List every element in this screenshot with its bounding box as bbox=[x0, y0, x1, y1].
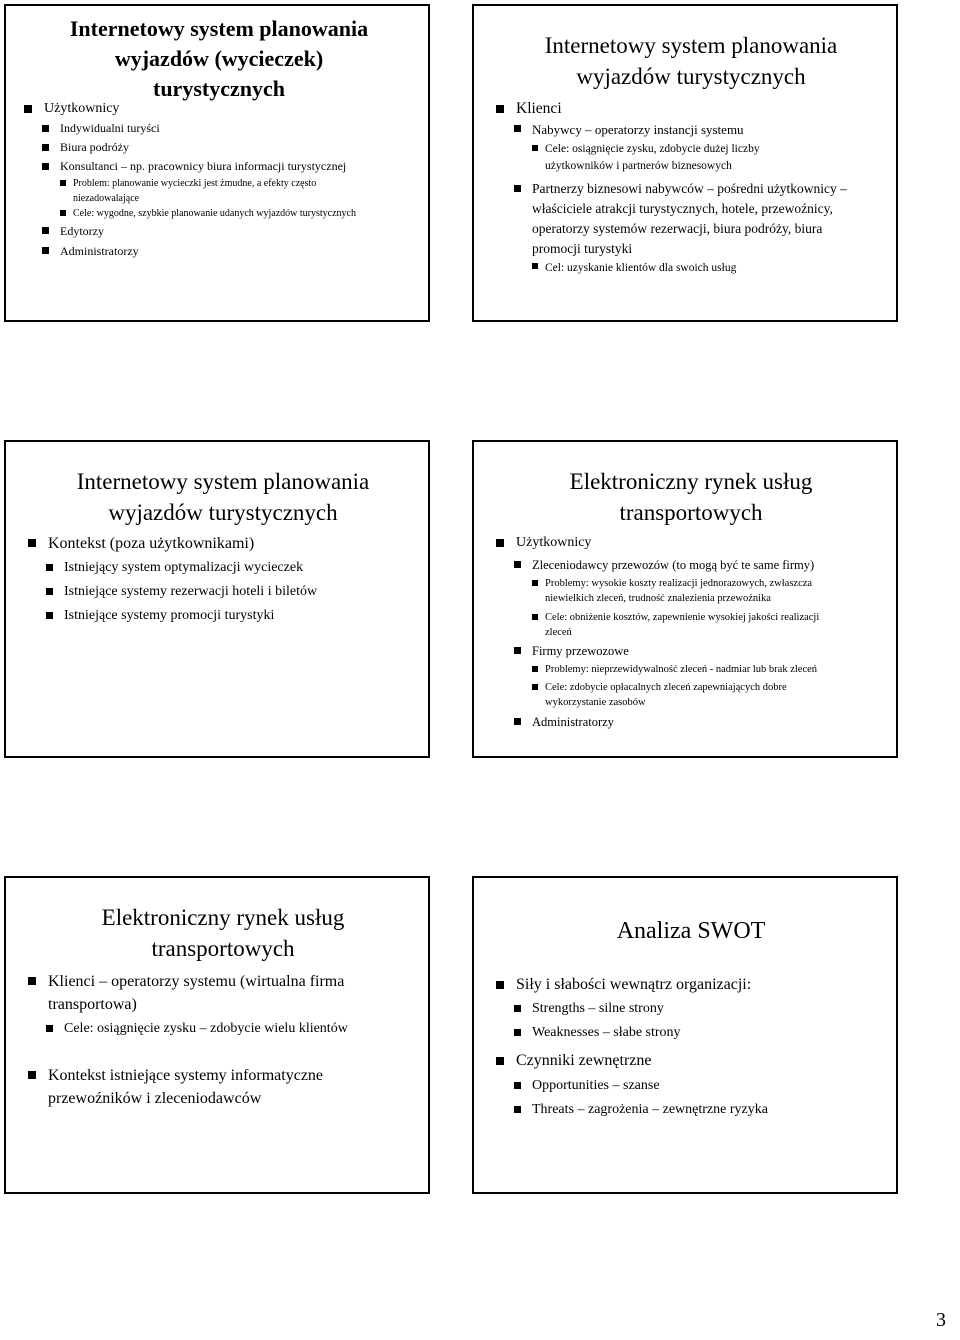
bullet-icon bbox=[514, 1029, 521, 1036]
slide-1 bbox=[4, 4, 430, 322]
list-item: Konsultanci – np. pracownicy biura informacji turystycznej bbox=[42, 157, 418, 176]
list-item: Istniejący system optymalizacji wycieczek bbox=[46, 556, 418, 580]
list-item: Klienci bbox=[496, 98, 886, 119]
bullet-icon bbox=[46, 588, 53, 595]
list-item: Cele: wygodne, szybkie planowanie udanych wyjazdów turystycznych bbox=[60, 206, 418, 221]
list-item: Cele: obniżenie kosztów, zapewnienie wysokiej jakości realizacji zleceń bbox=[532, 610, 846, 640]
bullet-icon bbox=[24, 105, 32, 113]
bullet-icon bbox=[514, 647, 521, 654]
list-item: Threats – zagrożenia – zewnętrzne ryzyka bbox=[514, 1098, 886, 1122]
bullet-icon bbox=[42, 227, 49, 234]
list-item: Użytkownicy bbox=[24, 98, 418, 119]
bullet-icon bbox=[532, 684, 538, 690]
bullet-icon bbox=[42, 125, 49, 132]
slide-body bbox=[496, 96, 886, 278]
bullet-icon bbox=[532, 666, 538, 672]
slide-body bbox=[24, 96, 418, 261]
bullet-icon bbox=[42, 144, 49, 151]
slide-title: Internetowy system planowania wyjazdów turystycznych bbox=[76, 469, 370, 525]
slide-title: Internetowy system planowania wyjazdów (wycieczek) turystycznych bbox=[69, 16, 369, 101]
slide-body bbox=[28, 530, 418, 628]
list-item: Firmy przewozowe bbox=[514, 640, 886, 662]
bullet-icon bbox=[28, 539, 36, 547]
slide-title: Analiza SWOT bbox=[616, 918, 766, 944]
list-item: Problemy: nieprzewidywalność zleceń - nadmiar lub brak zleceń bbox=[532, 662, 886, 677]
list-item: Cele: zdobycie opłacalnych zleceń zapewniających dobre wykorzystanie zasobów bbox=[532, 680, 826, 710]
list-item: Cel: uzyskanie klientów dla swoich usług bbox=[532, 259, 886, 278]
slide-title: Internetowy system planowania wyjazdów turystycznych bbox=[544, 33, 838, 89]
bullet-icon bbox=[46, 1025, 53, 1032]
bullet-icon bbox=[532, 614, 538, 620]
list-item: Problem: planowanie wycieczki jest żmudne, a efekty często niezadowalające bbox=[60, 176, 358, 206]
slide-4 bbox=[472, 440, 898, 758]
page-number: 3 bbox=[936, 1309, 946, 1331]
bullet-icon bbox=[60, 210, 66, 216]
list-item: Zleceniodawcy przewozów (to mogą być te same firmy) bbox=[514, 554, 886, 576]
bullet-icon bbox=[514, 125, 521, 132]
list-item: Cele: osiągnięcie zysku, zdobycie dużej liczby użytkowników i partnerów biznesowych bbox=[532, 141, 816, 175]
bullet-icon bbox=[496, 105, 504, 113]
list-item: Czynniki zewnętrzne bbox=[496, 1047, 886, 1074]
list-item: Administratorzy bbox=[514, 710, 886, 734]
list-item: Partnerzy biznesowi nabywców – pośredni użytkownicy – właściciele atrakcji turystycznych, hotele, przewoźnicy, operatorzy systemów rezerwacji, biura podróży, biura promocji turystyki bbox=[514, 179, 856, 259]
list-item: Problemy: wysokie koszty realizacji jednorazowych, zwłaszcza niewielkich zleceń, trudność znalezienia przewoźnika bbox=[532, 576, 846, 606]
bullet-icon bbox=[514, 1106, 521, 1113]
list-item: Weaknesses – słabe strony bbox=[514, 1021, 886, 1045]
bullet-icon bbox=[532, 263, 538, 269]
slide-6 bbox=[472, 876, 898, 1194]
bullet-icon bbox=[42, 163, 49, 170]
slide-body bbox=[496, 530, 886, 734]
list-item: Istniejące systemy promocji turystyki bbox=[46, 604, 418, 628]
bullet-icon bbox=[496, 1057, 504, 1065]
list-item: Strengths – silne strony bbox=[514, 997, 886, 1021]
list-item: Administratorzy bbox=[42, 241, 418, 261]
bullet-icon bbox=[514, 1005, 521, 1012]
slide-5 bbox=[4, 876, 430, 1194]
bullet-icon bbox=[514, 1082, 521, 1089]
bullet-icon bbox=[496, 539, 504, 547]
list-item: Siły i słabości wewnątrz organizacji: bbox=[496, 972, 886, 997]
list-item: Edytorzy bbox=[42, 221, 418, 241]
spacer bbox=[28, 1042, 418, 1062]
bullet-icon bbox=[46, 612, 53, 619]
bullet-icon bbox=[532, 145, 538, 151]
slide-body bbox=[28, 968, 418, 1110]
list-item: Biura podróży bbox=[42, 138, 418, 157]
bullet-icon bbox=[46, 564, 53, 571]
bullet-icon bbox=[532, 580, 538, 586]
list-item: Nabywcy – operatorzy instancji systemu bbox=[514, 119, 886, 141]
bullet-icon bbox=[60, 180, 66, 186]
list-item: Opportunities – szanse bbox=[514, 1074, 886, 1098]
bullet-icon bbox=[514, 185, 521, 192]
slide-3 bbox=[4, 440, 430, 758]
list-item: Użytkownicy bbox=[496, 532, 886, 554]
bullet-icon bbox=[28, 977, 36, 985]
list-item: Kontekst (poza użytkownikami) bbox=[28, 532, 418, 556]
bullet-icon bbox=[514, 718, 521, 725]
list-item: Istniejące systemy rezerwacji hoteli i biletów bbox=[46, 580, 418, 604]
slide-title: Elektroniczny rynek usług transportowych bbox=[569, 469, 813, 525]
bullet-icon bbox=[28, 1071, 36, 1079]
slide-title: Elektroniczny rynek usług transportowych bbox=[101, 905, 345, 961]
bullet-icon bbox=[514, 561, 521, 568]
list-item: Klienci – operatorzy systemu (wirtualna firma transportowa) bbox=[28, 970, 388, 1016]
list-item: Kontekst istniejące systemy informatyczne przewoźników i zleceniodawców bbox=[28, 1064, 358, 1110]
slide-body bbox=[496, 970, 886, 1122]
bullet-icon bbox=[42, 247, 49, 254]
slide-2 bbox=[472, 4, 898, 322]
list-item: Cele: osiągnięcie zysku – zdobycie wielu klientów bbox=[46, 1016, 418, 1042]
bullet-icon bbox=[496, 981, 504, 989]
list-item: Indywidualni turyści bbox=[42, 119, 418, 138]
